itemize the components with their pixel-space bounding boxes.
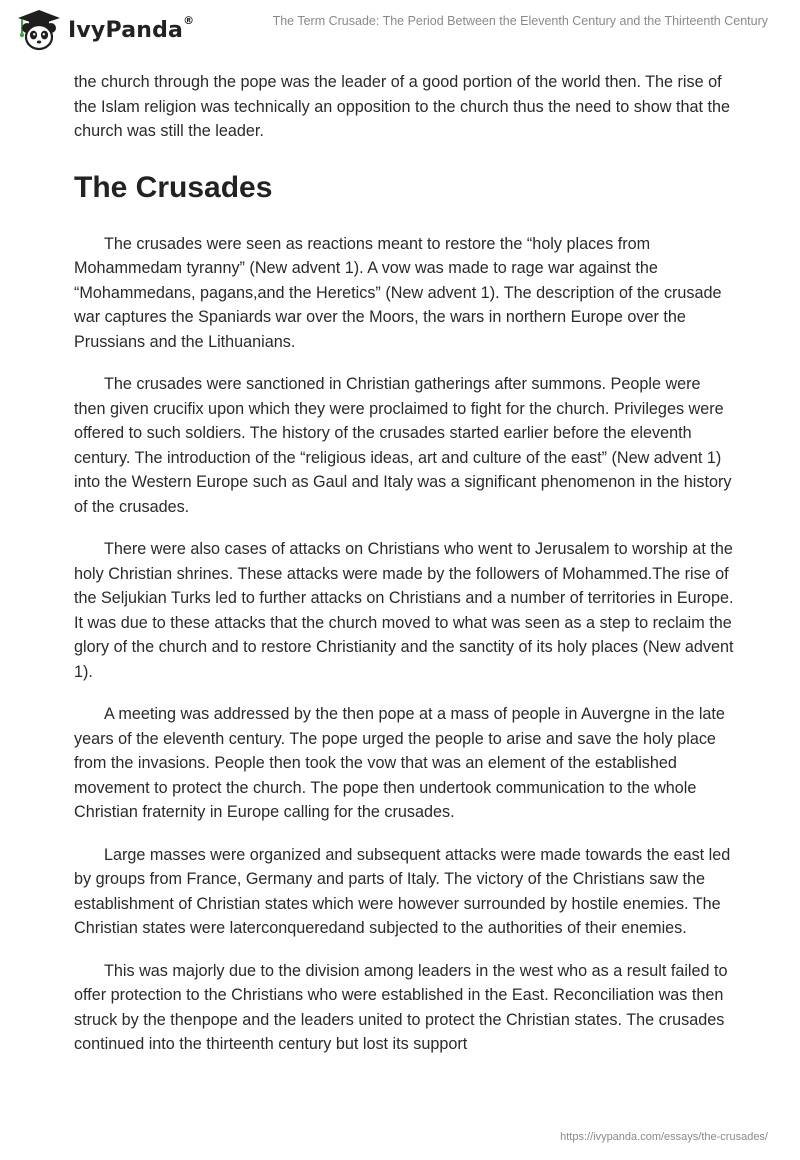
ivypanda-logo[interactable] <box>16 8 194 52</box>
source-url[interactable]: https://ivypanda.com/essays/the-crusades/ <box>560 1131 768 1143</box>
document-title: The Term Crusade: The Period Between the Eleventh Century and the Thirteenth Century <box>272 14 768 28</box>
intro-paragraph: the church through the pope was the leader of a good portion of the world then. The rise of the Islam religion was technically an opposition to the church thus the need to show that the church was still the leader. <box>74 73 730 140</box>
body-paragraph: A meeting was addressed by the then pope at a mass of people in Auvergne in the late years of the eleventh century. The pope urged the people to arise and save the holy place from the invasions. People then took the vow that was an element of the established movement to protect the church. The pope then undertook communication to the whole Christian fraternity in Europe calling for the crusades. <box>74 705 725 821</box>
body-paragraph: The crusades were sanctioned in Christian gatherings after summons. People were then given crucifix upon which they were proclaimed to fight for the church. Privileges were offered to such soldiers. The history of the crusades started earlier before the eleventh century. The introduction of the “religious ideas, art and culture of the east” (New advent 1) into the Western Europe such as Gaul and Italy was a significant phenomenon in the history of the crusades. <box>74 375 732 516</box>
brand-name: IvyPanda® <box>68 13 195 43</box>
body-paragraph: There were also cases of attacks on Christians who went to Jerusalem to worship at the holy Christian shrines. These attacks were made by the followers of Mohammed.The rise of the Seljukian Turks led to further attacks on Christians and a number of territories in Europe. It was due to these attacks that the church moved to what was seen as a step to reclaim the glory of the church and to restore Christianity and the sanctity of its holy places (New advent 1). <box>74 540 734 681</box>
body-paragraph: Large masses were organized and subsequent attacks were made towards the east led by groups from France, Germany and parts of Italy. The victory of the Christians saw the establishment of Christian states which were however surrounded by hostile enemies. The Christian states were laterconqueredand subjected to the authorities of their enemies. <box>74 845 731 937</box>
body-paragraph: This was majorly due to the division among leaders in the west who as a result failed to offer protection to the Christians who were established in the East. Reconciliation was then struck by the thenpope and the leaders united to protect the Christian states. The crusades continued into the thirteenth century but lost its support <box>74 961 728 1053</box>
section-heading: The Crusades <box>74 170 273 204</box>
body-paragraph: The crusades were seen as reactions meant to restore the “holy places from Mohammedam tyranny” (New advent 1). A vow was made to rage war against the “Mohammedans, pagans,and the Heretics” (New advent 1). The description of the crusade war captures the Spaniards war over the Moors, the wars in northern Europe over the Prussians and the Lithuanians. <box>74 234 722 351</box>
panda-graduate-icon <box>16 8 62 52</box>
essay-body <box>74 70 734 1075</box>
page-header <box>0 0 800 60</box>
